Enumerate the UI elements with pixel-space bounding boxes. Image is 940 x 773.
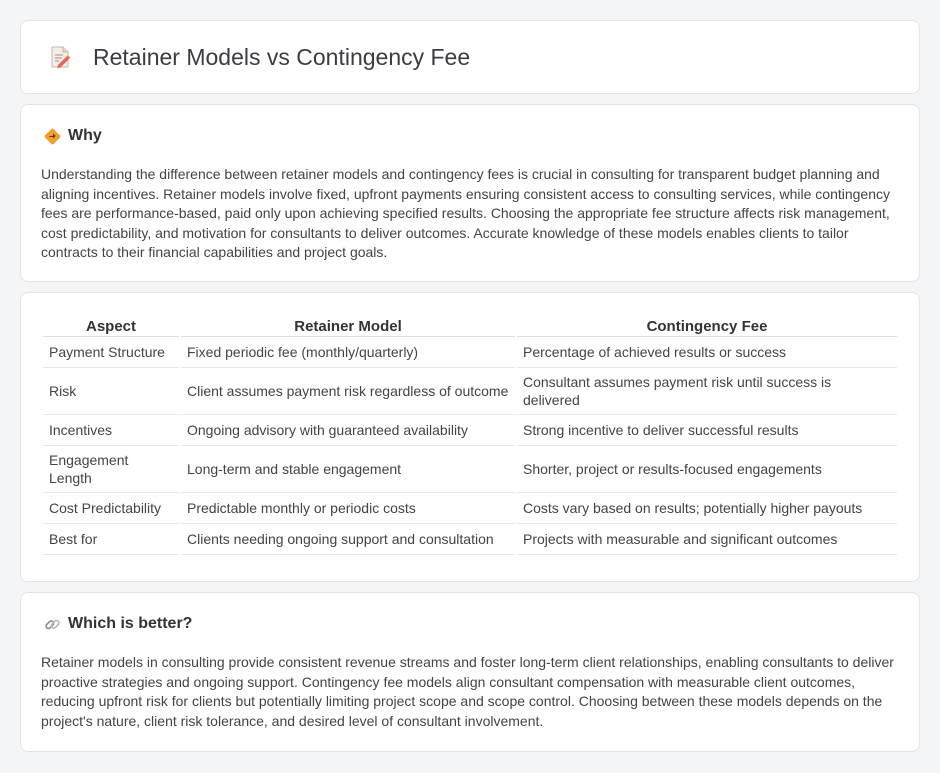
table-row	[43, 337, 897, 368]
retainer-cell: Clients needing ongoing support and consultation	[181, 524, 515, 555]
retainer-cell: Ongoing advisory with guaranteed availability	[181, 415, 515, 446]
aspect-cell: Payment Structure	[43, 337, 179, 368]
aspect-cell: Incentives	[43, 415, 179, 446]
why-heading	[43, 127, 102, 145]
header-contingency: Contingency Fee	[517, 317, 897, 337]
aspect-cell: Cost Predictability	[43, 493, 179, 524]
table-header-row	[43, 317, 897, 337]
contingency-cell: Costs vary based on results; potentially higher payouts	[517, 493, 897, 524]
contingency-cell: Strong incentive to deliver successful results	[517, 415, 897, 446]
better-text: Retainer models in consulting provide consistent revenue streams and foster long-term client relationships, enabling consultants to deliver proactive strategies and ongoing support. Contingency fee models align consultant compensation with measurable client outcomes, reducing upfront risk for clients but potentially limiting project scope and scope control. Choosing between these models depends on the project's nature, client risk tolerance, and desired level of consultant involvement.	[41, 654, 894, 729]
retainer-cell: Client assumes payment risk regardless of outcome	[181, 368, 515, 415]
comparison-card	[20, 292, 920, 582]
contingency-cell: Shorter, project or results-focused engagements	[517, 446, 897, 493]
contingency-cell: Percentage of achieved results or success	[517, 337, 897, 368]
aspect-cell: Engagement Length	[43, 446, 179, 493]
comparison-table	[41, 317, 899, 555]
better-heading	[43, 615, 192, 633]
contingency-cell: Consultant assumes payment risk until success is delivered	[517, 368, 897, 415]
why-text: Understanding the difference between retainer models and contingency fees is crucial in consulting for transparent budget planning and aligning incentives. Retainer models involve fixed, upfront payments ensuring consistent access to consulting services, while contingency fees are performance-based, paid only upon achieving specified results. Choosing the appropriate fee structure affects risk management, cost predictability, and motivation for consultants to deliver outcomes. Accurate knowledge of these models enables clients to tailor contracts to their financial capabilities and project goals.	[41, 166, 891, 261]
retainer-cell: Predictable monthly or periodic costs	[181, 493, 515, 524]
table-row	[43, 446, 897, 493]
header-aspect: Aspect	[43, 317, 179, 337]
aspect-cell: Best for	[43, 524, 179, 555]
table-row	[43, 415, 897, 446]
better-title: Which is better?	[68, 615, 193, 632]
header-retainer: Retainer Model	[181, 317, 515, 337]
page-title: Retainer Models vs Contingency Fee	[93, 43, 471, 70]
retainer-cell: Fixed periodic fee (monthly/quarterly)	[181, 337, 515, 368]
better-card	[20, 592, 920, 752]
why-card	[20, 104, 920, 282]
table-row	[43, 493, 897, 524]
table-row	[43, 524, 897, 555]
diamond-arrows-icon	[43, 127, 61, 145]
title-row	[21, 21, 919, 93]
title-card	[20, 20, 920, 94]
aspect-cell: Risk	[43, 368, 179, 415]
table-row	[43, 368, 897, 415]
document-pen-icon	[47, 44, 73, 70]
retainer-cell: Long-term and stable engagement	[181, 446, 515, 493]
contingency-cell: Projects with measurable and significant outcomes	[517, 524, 897, 555]
link-icon	[43, 615, 61, 633]
why-title: Why	[68, 127, 102, 144]
